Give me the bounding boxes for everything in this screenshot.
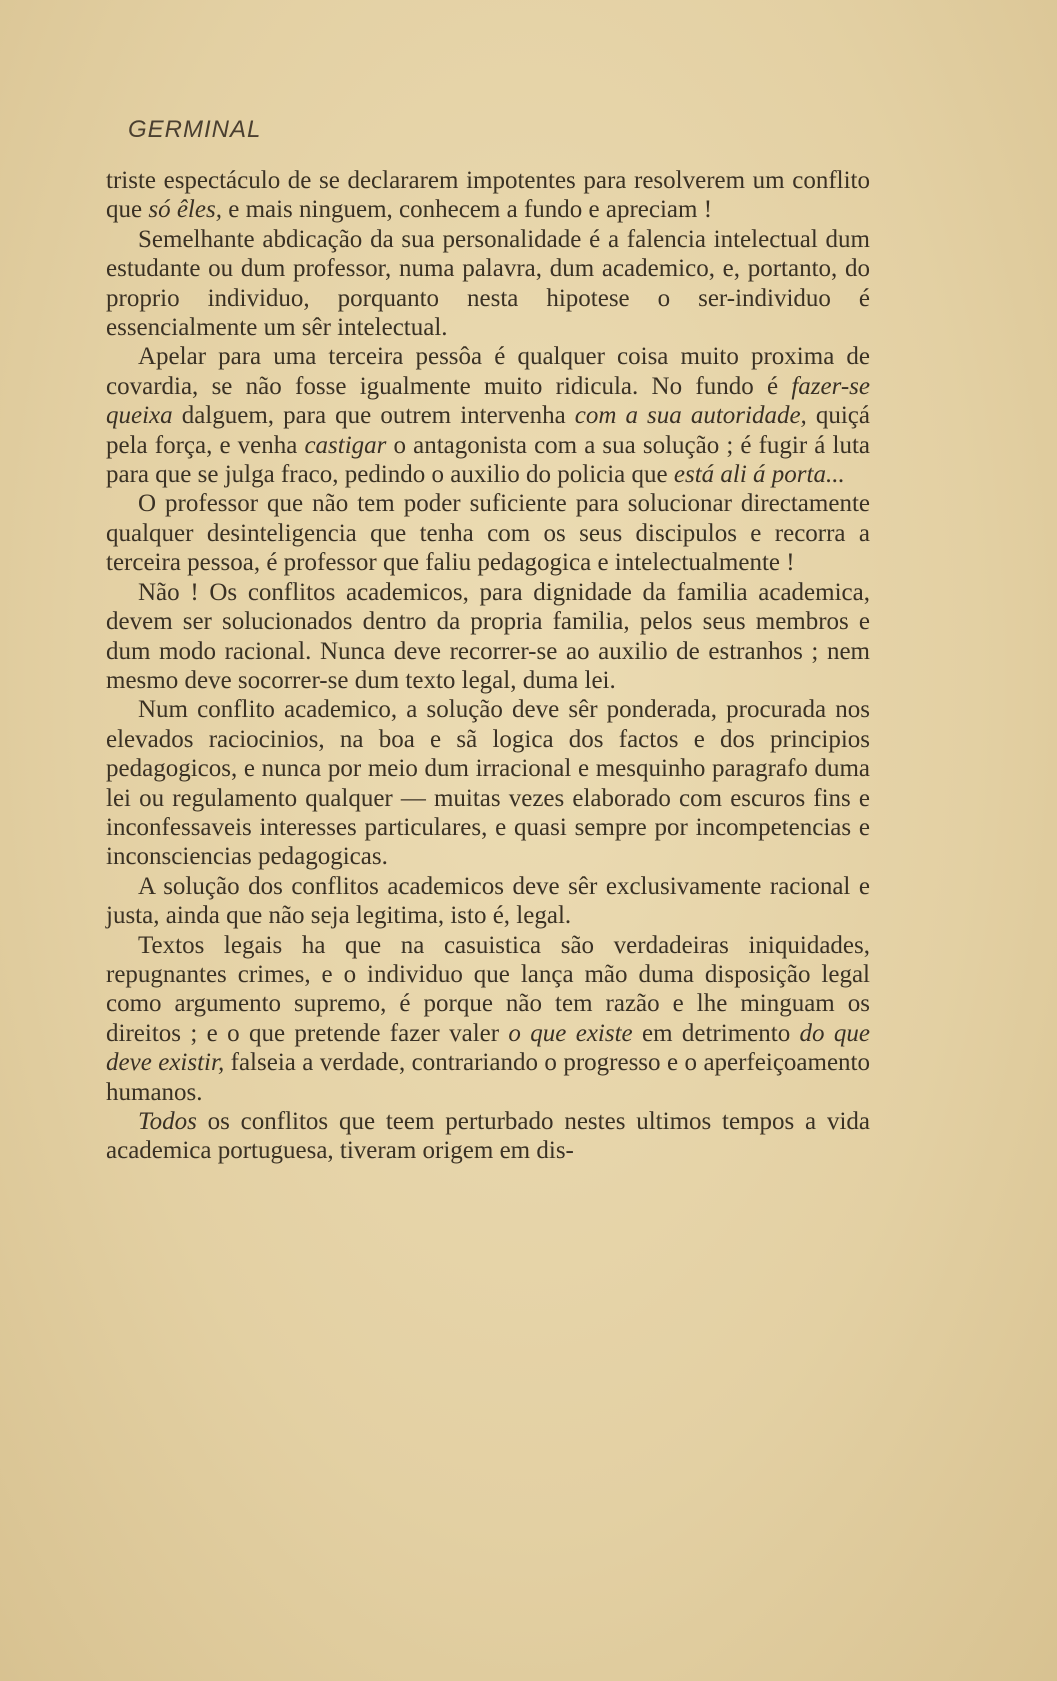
italic-text: fazer-se queixa	[106, 372, 870, 430]
text-run: os conflitos que teem perturbado nestes ultimos tempos a vida academica portuguesa, tiveram origem em dis-	[106, 1108, 870, 1165]
text-run: Apelar para uma terceira pessôa é qualquer coisa muito proxima de covardia, se não fosse igualmente muito ridicula. No fundo é	[106, 343, 870, 400]
paragraph	[106, 225, 870, 343]
running-head: GERMINAL	[128, 116, 262, 143]
paragraph	[106, 166, 870, 225]
text-run: A solução dos conflitos academicos deve sêr exclusivamente racional e justa, ainda que não seja legitima, isto é, legal.	[106, 872, 870, 930]
paragraph	[106, 695, 870, 871]
text-run: quiçá pela força, e venha	[106, 402, 870, 459]
text-run: falseia a verdade, contrariando o progresso e o aperfeiçoamento humanos.	[106, 1049, 871, 1106]
text-run: o antagonista com a sua solução ; é fugir á luta para que se julga fraco, pedindo o auxilio do policia que	[106, 431, 870, 489]
paragraph	[106, 578, 870, 696]
paragraph	[106, 931, 870, 1107]
text-run: Semelhante abdicação da sua personalidade é a falencia intelectual dum estudante ou dum professor, numa palavra, dum academico, e, portanto, do proprio individuo, porquanto nesta hipotese o ser-individuo é essencialmente um sêr intelectual.	[106, 225, 870, 342]
text-run: triste espectáculo de se declararem impotentes para resolverem um conflito que	[106, 167, 870, 224]
body-text	[106, 166, 870, 1166]
italic-text: o que existe	[508, 1019, 633, 1047]
italic-text: com a sua autoridade,	[574, 402, 807, 430]
italic-text: Todos	[138, 1108, 197, 1135]
paragraph	[106, 342, 870, 489]
text-run: Não ! Os conflitos academicos, para dignidade da familia academica, devem ser solucionados dentro da propria familia, pelos seus membros e dum modo racional. Nunca deve recorrer-se ao auxilio de estranhos ; nem mesmo deve socorrer-se dum texto legal, duma lei.	[106, 578, 870, 694]
text-run: e mais ninguem, conhecem a fundo e apreciam !	[221, 196, 713, 224]
paragraph	[106, 489, 870, 577]
text-run: em detrimento	[632, 1019, 800, 1047]
text-run: Textos legais ha que na casuistica são verdadeiras iniquidades, repugnantes crimes, e o individuo que lança mão duma disposição legal como argumento supremo, é porque não tem razão e lhe minguam os direitos ; e o que pretende fazer valer	[106, 931, 870, 1047]
italic-text: está ali á porta...	[673, 461, 845, 489]
text-run: dalguem, para que outrem intervenha	[172, 402, 575, 430]
italic-text: castigar	[304, 431, 387, 459]
text-run: O professor que não tem poder suficiente para solucionar directamente qualquer desinteligencia que tenha com os seus discipulos e recorra a terceira pessoa, é professor que faliu pedagogica e intelectualmente !	[106, 490, 870, 577]
text-run: Num conflito academico, a solução deve sêr ponderada, procurada nos elevados raciocinios, na boa e sã logica dos factos e dos principios pedagogicos, e nunca por meio dum irracional e mesquinho paragrafo duma lei ou regulamento qualquer — muitas vezes elaborado com escuros fins e inconfessaveis interesses particulares, e quasi sempre por incompetencias e inconsciencias pedagogicas.	[106, 696, 870, 871]
italic-text: só êles,	[148, 196, 222, 224]
italic-text: do que deve existir,	[106, 1019, 870, 1077]
paragraph	[106, 872, 870, 931]
paragraph	[106, 1107, 870, 1166]
